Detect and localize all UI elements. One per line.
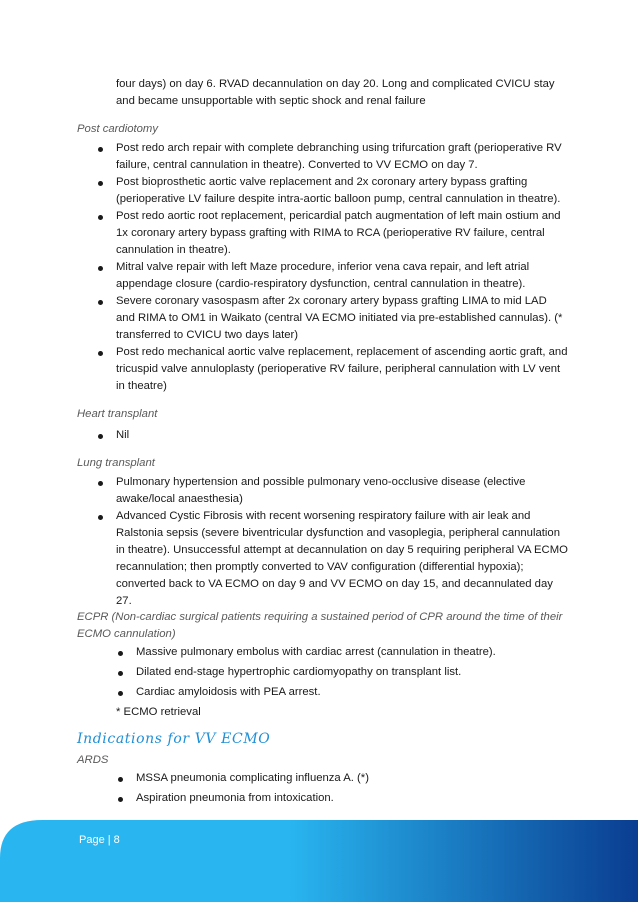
list-item: Post bioprosthetic aortic valve replacement and 2x coronary artery bypass grafting (perioperative LV failure despite intra-aortic balloon pump, central cannulation in theatre). (96, 174, 568, 208)
list-item: Aspiration pneumonia from intoxication. (116, 790, 568, 807)
footer-background (0, 818, 638, 902)
list-item: Nil (96, 427, 568, 444)
list-item: MSSA pneumonia complicating influenza A. (*) (116, 770, 568, 787)
heart-transplant-list (96, 427, 568, 444)
ards-list (116, 770, 568, 807)
lung-transplant-list (96, 474, 568, 610)
list-item: Massive pulmonary embolus with cardiac arrest (cannulation in theatre). (116, 644, 568, 661)
post-cardiotomy-list (96, 140, 568, 395)
list-item: Cardiac amyloidosis with PEA arrest. (116, 684, 568, 701)
lung-transplant-title: Lung transplant (77, 457, 155, 469)
heart-transplant-title: Heart transplant (77, 408, 158, 420)
ecmo-retrieval-note: * ECMO retrieval (116, 706, 201, 718)
list-item: Pulmonary hypertension and possible pulmonary veno-occlusive disease (elective awake/local anaesthesia) (96, 474, 568, 508)
footer-band (0, 818, 638, 902)
list-item: Advanced Cystic Fibrosis with recent worsening respiratory failure with air leak and Ralstonia sepsis (severe biventricular dysfunction and vasoplegia, peripheral cannulation in theatre). Unsuccessful attempt at decannulation on day 5 requiring peripheral VA ECMO recannulation; then promptly converted to VAV configuration (differential hypoxia); converted back to VA ECMO on day 9 and VV ECMO on day 15, and decannulated day 27. (96, 508, 568, 610)
ecpr-list (116, 644, 568, 701)
ecpr-title-line-1: ECPR (Non-cardiac surgical patients requiring a sustained period of CPR around the time of their (77, 611, 563, 623)
list-item: Dilated end-stage hypertrophic cardiomyopathy on transplant list. (116, 664, 568, 681)
list-item: Mitral valve repair with left Maze procedure, inferior vena cava repair, and left atrial appendage closure (cardio-respiratory dysfunction, central cannulation in theatre). (96, 259, 568, 293)
list-item: Post redo aortic root replacement, pericardial patch augmentation of left main ostium and 1x coronary artery bypass grafting with RIMA to RCA (perioperative RV failure, central cannulation in theatre). (96, 208, 568, 259)
vv-ecmo-heading: Indications for VV ECMO (77, 731, 271, 747)
list-item: Post redo arch repair with complete debranching using trifurcation graft (perioperative RV failure, central cannulation in theatre). Converted to VV ECMO on day 7. (96, 140, 568, 174)
post-cardiotomy-title: Post cardiotomy (77, 123, 158, 135)
ecpr-title-line-2: ECMO cannulation) (77, 628, 176, 640)
list-item: Post redo mechanical aortic valve replacement, replacement of ascending aortic graft, and tricuspid valve annuloplasty (perioperative RV failure, peripheral cannulation with LV vent in theatre) (96, 344, 568, 395)
list-item: Severe coronary vasospasm after 2x coronary artery bypass grafting LIMA to mid LAD and RIMA to OM1 in Waikato (central VA ECMO initiated via pre-established cannulas). (* transferred to CVICU two days later) (96, 293, 568, 344)
page-number: Page | 8 (79, 834, 120, 846)
ards-title: ARDS (77, 754, 109, 766)
continuation-text: four days) on day 6. RVAD decannulation on day 20. Long and complicated CVICU stay and became unsupportable with septic shock and renal failure (116, 78, 555, 107)
